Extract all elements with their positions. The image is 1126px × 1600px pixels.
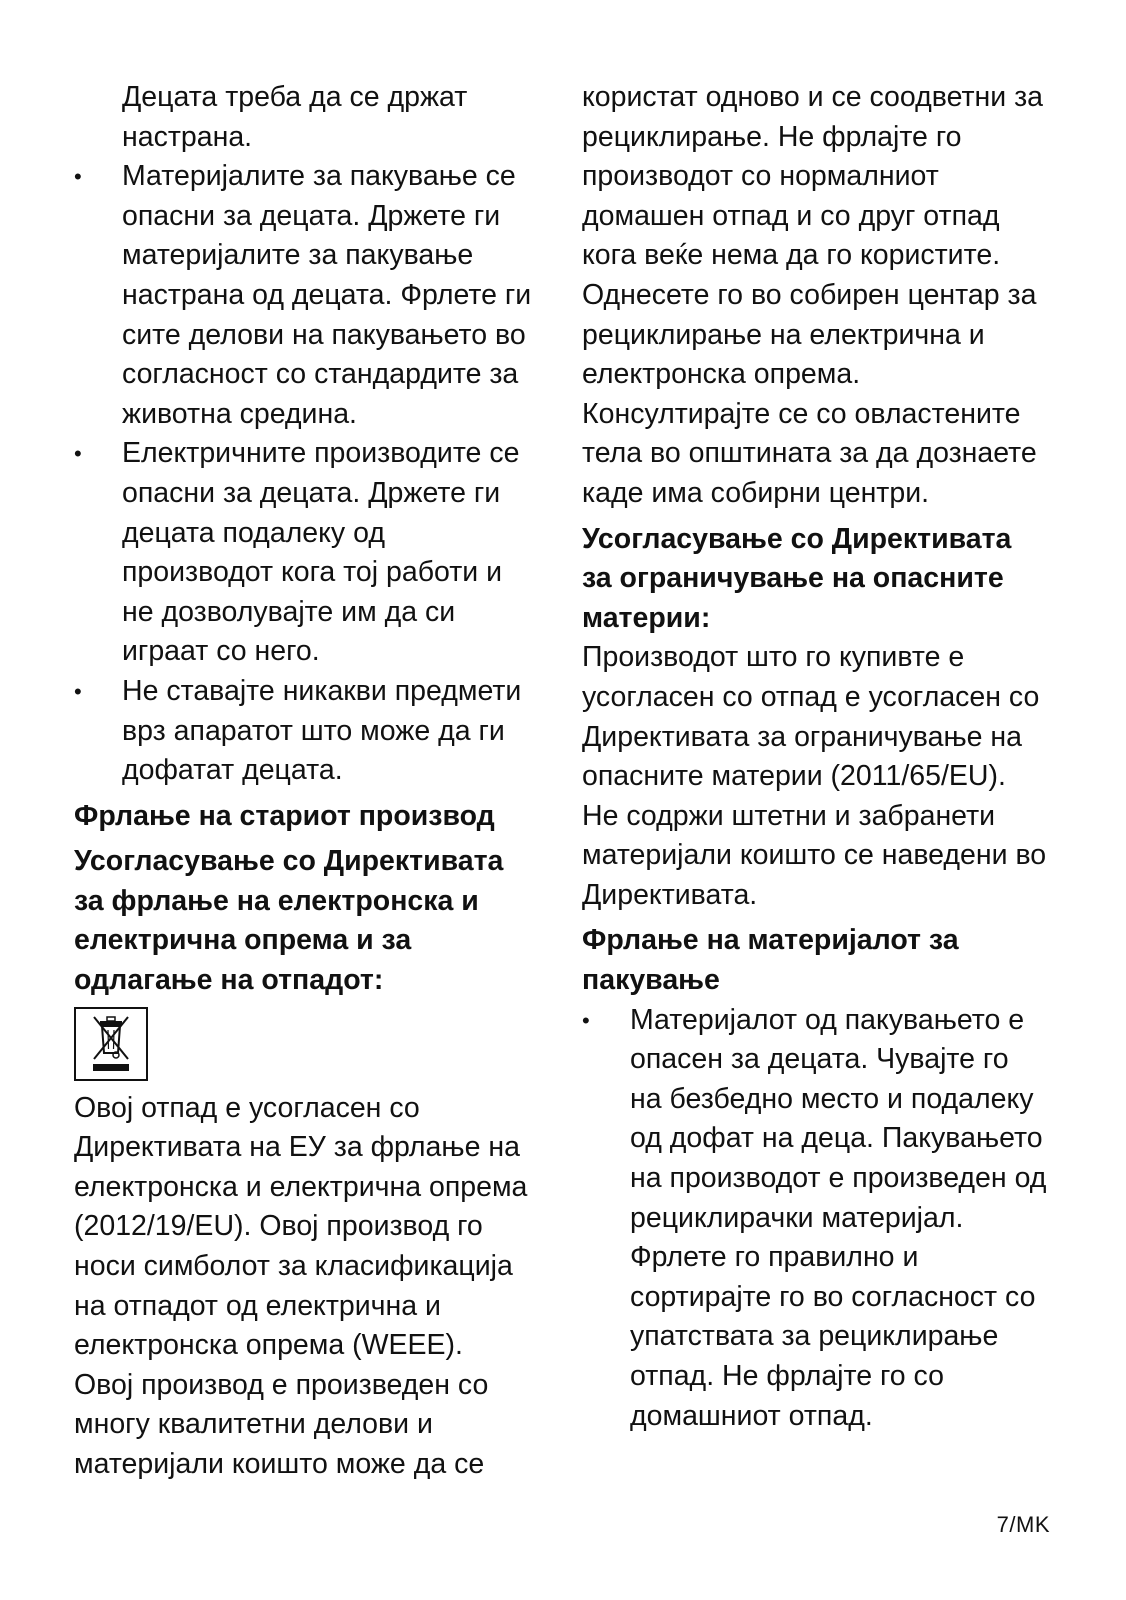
heading-line: за ограничување на опасните: [582, 562, 1004, 595]
text-line: на отпадот од електрична и: [74, 1289, 441, 1322]
text-line: Директивата на ЕУ за фрлање на: [74, 1131, 520, 1164]
bullet-icon: •: [74, 441, 82, 467]
bullet-item-objects: [74, 672, 544, 791]
text-line: рециклирање. Не фрлајте го: [582, 120, 962, 153]
text-line: кога веќе нема да го користите.: [582, 239, 1001, 272]
text-line: рециклирачки материјал.: [630, 1201, 964, 1234]
right-column: [582, 78, 1052, 1436]
bullet-icon: •: [74, 164, 82, 190]
text-line: рециклирање на електрична и: [582, 318, 985, 351]
bullet-icon: •: [74, 678, 82, 704]
text-line: материјалите за пакување: [122, 239, 474, 272]
text-line: децата подалеку од: [122, 516, 385, 549]
text-line: упатствата за рециклирање: [630, 1320, 999, 1353]
text-line: Овој производ е произведен со: [74, 1368, 489, 1401]
crossed-out-wheelie-bin-icon: [74, 1007, 148, 1081]
heading-line: пакување: [582, 964, 720, 997]
text-line: сите делови на пакувањето во: [122, 318, 526, 351]
text-line: електронска и електрична опрема: [74, 1170, 528, 1203]
text-line: сортирајте го во согласност со: [630, 1280, 1036, 1313]
text-line: Фрлете го правилно и: [630, 1241, 919, 1274]
text-line: на безбедно место и подалеку: [630, 1082, 1034, 1115]
heading-disposal: Фрлање на стариот производ: [74, 799, 495, 832]
rohs-text: [582, 638, 1052, 915]
text-line: врз апаратот што може да ги: [122, 714, 505, 747]
text-line: Директивата за ограничување на: [582, 720, 1022, 753]
text-line: Консултирајте се со овластените: [582, 397, 1021, 430]
text-line: материјали коишто може да се: [74, 1448, 485, 1480]
text-line: настрана.: [122, 120, 253, 153]
text-line: од дофат на деца. Пакувањето: [630, 1122, 1043, 1155]
text-line: опасните материи (2011/65/EU).: [582, 760, 1006, 793]
heading-line: Фрлање на материјалот за: [582, 924, 959, 957]
text-line: опасни за децата. Држете ги: [122, 199, 501, 232]
heading-line: за фрлање на електронска и: [74, 884, 479, 917]
text-line: Однесете го во собирен центар за: [582, 278, 1037, 311]
text-line: Децата треба да се држат: [122, 81, 468, 113]
bullet-item-electrical: [74, 434, 544, 672]
text-line: играат со него.: [122, 635, 320, 668]
text-line: согласност со стандардите за: [122, 358, 519, 391]
heading-line: Усогласување со Директивата: [582, 522, 1012, 555]
weee-text: [74, 1089, 544, 1485]
text-line: многу квалитетни делови и: [74, 1408, 433, 1441]
text-line: опасен за децата. Чувајте го: [630, 1043, 1009, 1076]
continuation-text: [74, 78, 544, 157]
text-line: Директивата.: [582, 878, 758, 911]
text-line: материјали коишто се наведени во: [582, 839, 1047, 872]
heading-weee: [74, 842, 544, 1000]
text-line: домашниот отпад.: [630, 1399, 873, 1432]
weee-text-continued: [582, 78, 1052, 514]
text-line: Не ставајте никакви предмети: [122, 674, 522, 707]
text-line: производот кога тој работи и: [122, 556, 503, 589]
text-line: (2012/19/EU). Овој производ го: [74, 1210, 483, 1243]
text-line: носи симболот за класификација: [74, 1250, 513, 1283]
bullet-item-packaging: [74, 157, 544, 434]
text-line: Производот што го купивте е: [582, 641, 965, 674]
left-column: [74, 78, 544, 1485]
text-line: каде има собирни центри.: [582, 476, 930, 509]
heading-rohs: [582, 520, 1052, 639]
text-line: Не содржи штетни и забранети: [582, 799, 996, 832]
text-line: Овој отпад е усогласен со: [74, 1091, 420, 1124]
heading-line: електрична опрема и за: [74, 924, 412, 957]
bullet-item-packaging-disposal: [582, 1001, 1052, 1437]
heading-line: материи:: [582, 601, 711, 634]
text-line: користат одново и се соодветни за: [582, 81, 1044, 113]
text-line: Материјалот од пакувањето е: [630, 1003, 1025, 1036]
text-line: тела во општината за да дознаете: [582, 437, 1037, 470]
text-line: опасни за децата. Држете ги: [122, 476, 501, 509]
text-line: Материјалите за пакување се: [122, 160, 516, 193]
text-line: настрана од децата. Фрлете ги: [122, 278, 532, 311]
text-line: отпад. Не фрлајте го со: [630, 1360, 944, 1392]
text-line: животна средина.: [122, 397, 357, 430]
text-line: дофатат децата.: [122, 754, 343, 787]
text-line: усогласен со отпад е усогласен со: [582, 680, 1040, 713]
heading-line: одлагање на отпадот:: [74, 964, 384, 997]
heading-line: Усогласување со Директивата: [74, 845, 504, 878]
page-number: 7/MK: [996, 1512, 1050, 1537]
text-line: електронска опрема.: [582, 358, 861, 391]
text-line: не дозволувајте им да си: [122, 595, 456, 628]
text-line: Електричните производите се: [122, 437, 520, 470]
bullet-icon: •: [582, 1007, 590, 1033]
text-line: на производот е произведен од: [630, 1162, 1047, 1195]
heading-packaging: [582, 921, 1052, 1000]
text-line: производот со нормалниот: [582, 160, 939, 193]
text-line: електронска опрема (WEEE).: [74, 1329, 463, 1362]
text-line: домашен отпад и со друг отпад: [582, 199, 1000, 232]
